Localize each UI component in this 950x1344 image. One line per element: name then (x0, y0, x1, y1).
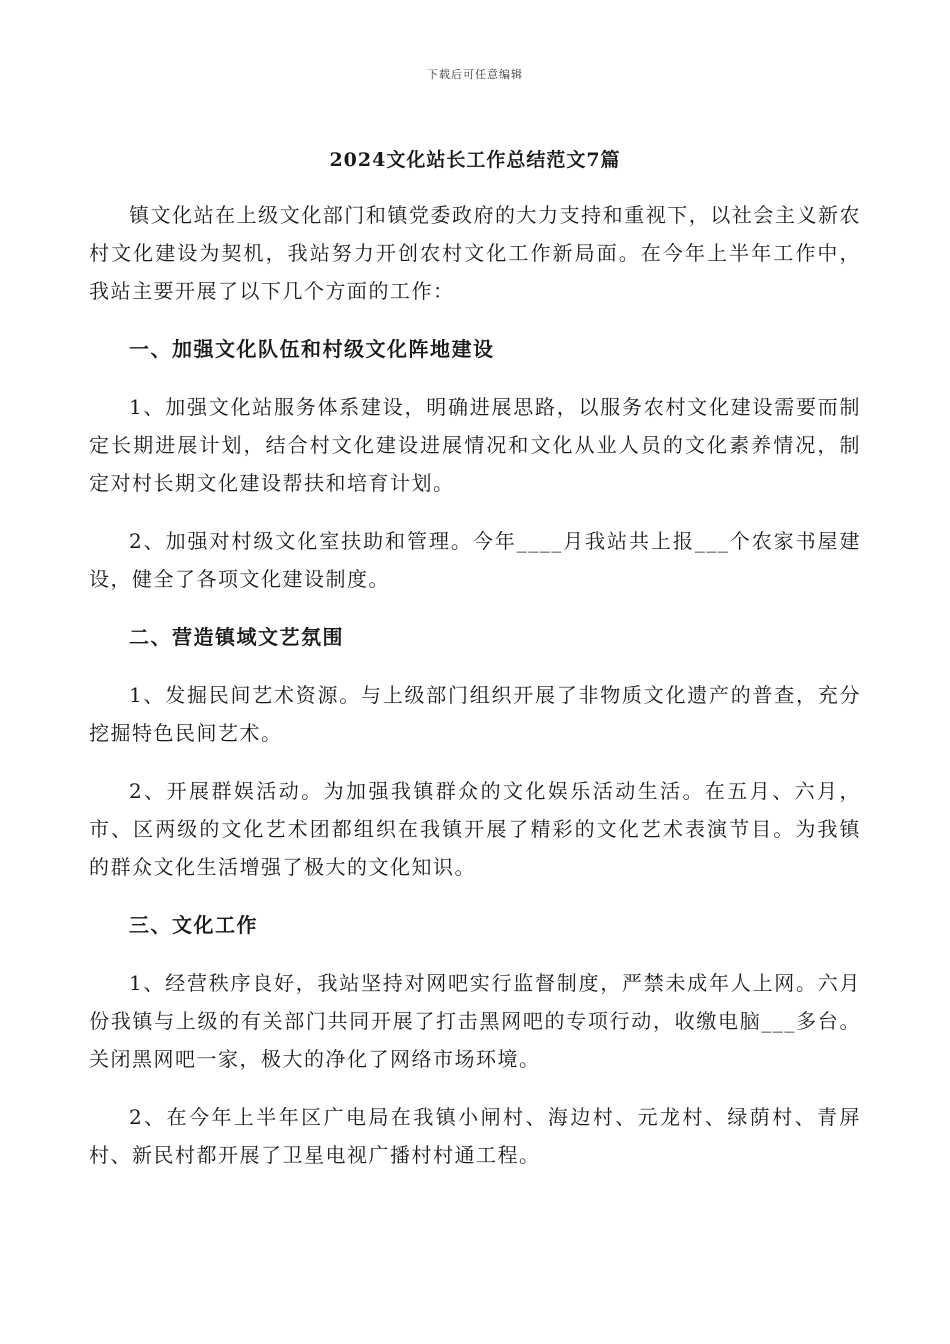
section-2-paragraph-2: 2、开展群娱活动。为加强我镇群众的文化娱乐活动生活。在五月、六月，市、区两级的文化艺术团都组织在我镇开展了精彩的文化艺术表演节目。为我镇的群众文化生活增强了极大的文化知识。 (89, 779, 861, 879)
section-2-paragraph-1: 1、发掘民间艺术资源。与上级部门组织开展了非物质文化遗产的普查，充分挖掘特色民间艺术。 (89, 683, 861, 745)
section-3-paragraph-1: 1、经营秩序良好，我站坚持对网吧实行监督制度，严禁未成年人上网。六月份我镇与上级的有关部门共同开展了打击黑网吧的专项行动，收缴电脑___多台。关闭黑网吧一家，极大的净化了网络市场环境。 (89, 971, 861, 1071)
section-heading-2: 二、营造镇域文艺氛围 (129, 625, 344, 649)
header-note: 下载后可任意编辑 (427, 68, 523, 81)
section-3-paragraph-2: 2、在今年上半年区广电局在我镇小闸村、海边村、元龙村、绿荫村、青屏村、新民村都开展了卫星电视广播村村通工程。 (89, 1105, 861, 1167)
document-body (89, 196, 861, 1194)
section-heading-3: 三、文化工作 (129, 913, 258, 937)
intro-paragraph: 镇文化站在上级文化部门和镇党委政府的大力支持和重视下，以社会主义新农村文化建设为契机，我站努力开创农村文化工作新局面。在今年上半年工作中，我站主要开展了以下几个方面的工作： (89, 203, 861, 303)
section-heading-1: 一、加强文化队伍和村级文化阵地建设 (129, 337, 495, 361)
section-1-paragraph-2: 2、加强对村级文化室扶助和管理。今年____月我站共上报___个农家书屋建设，健全了各项文化建设制度。 (89, 529, 861, 591)
document-title: 2024文化站长工作总结范文7篇 (329, 149, 621, 171)
section-1-paragraph-1: 1、加强文化站服务体系建设，明确进展思路，以服务农村文化建设需要而制定长期进展计划，结合村文化建设进展情况和文化从业人员的文化素养情况，制定对村长期文化建设帮扶和培育计划。 (89, 395, 861, 495)
